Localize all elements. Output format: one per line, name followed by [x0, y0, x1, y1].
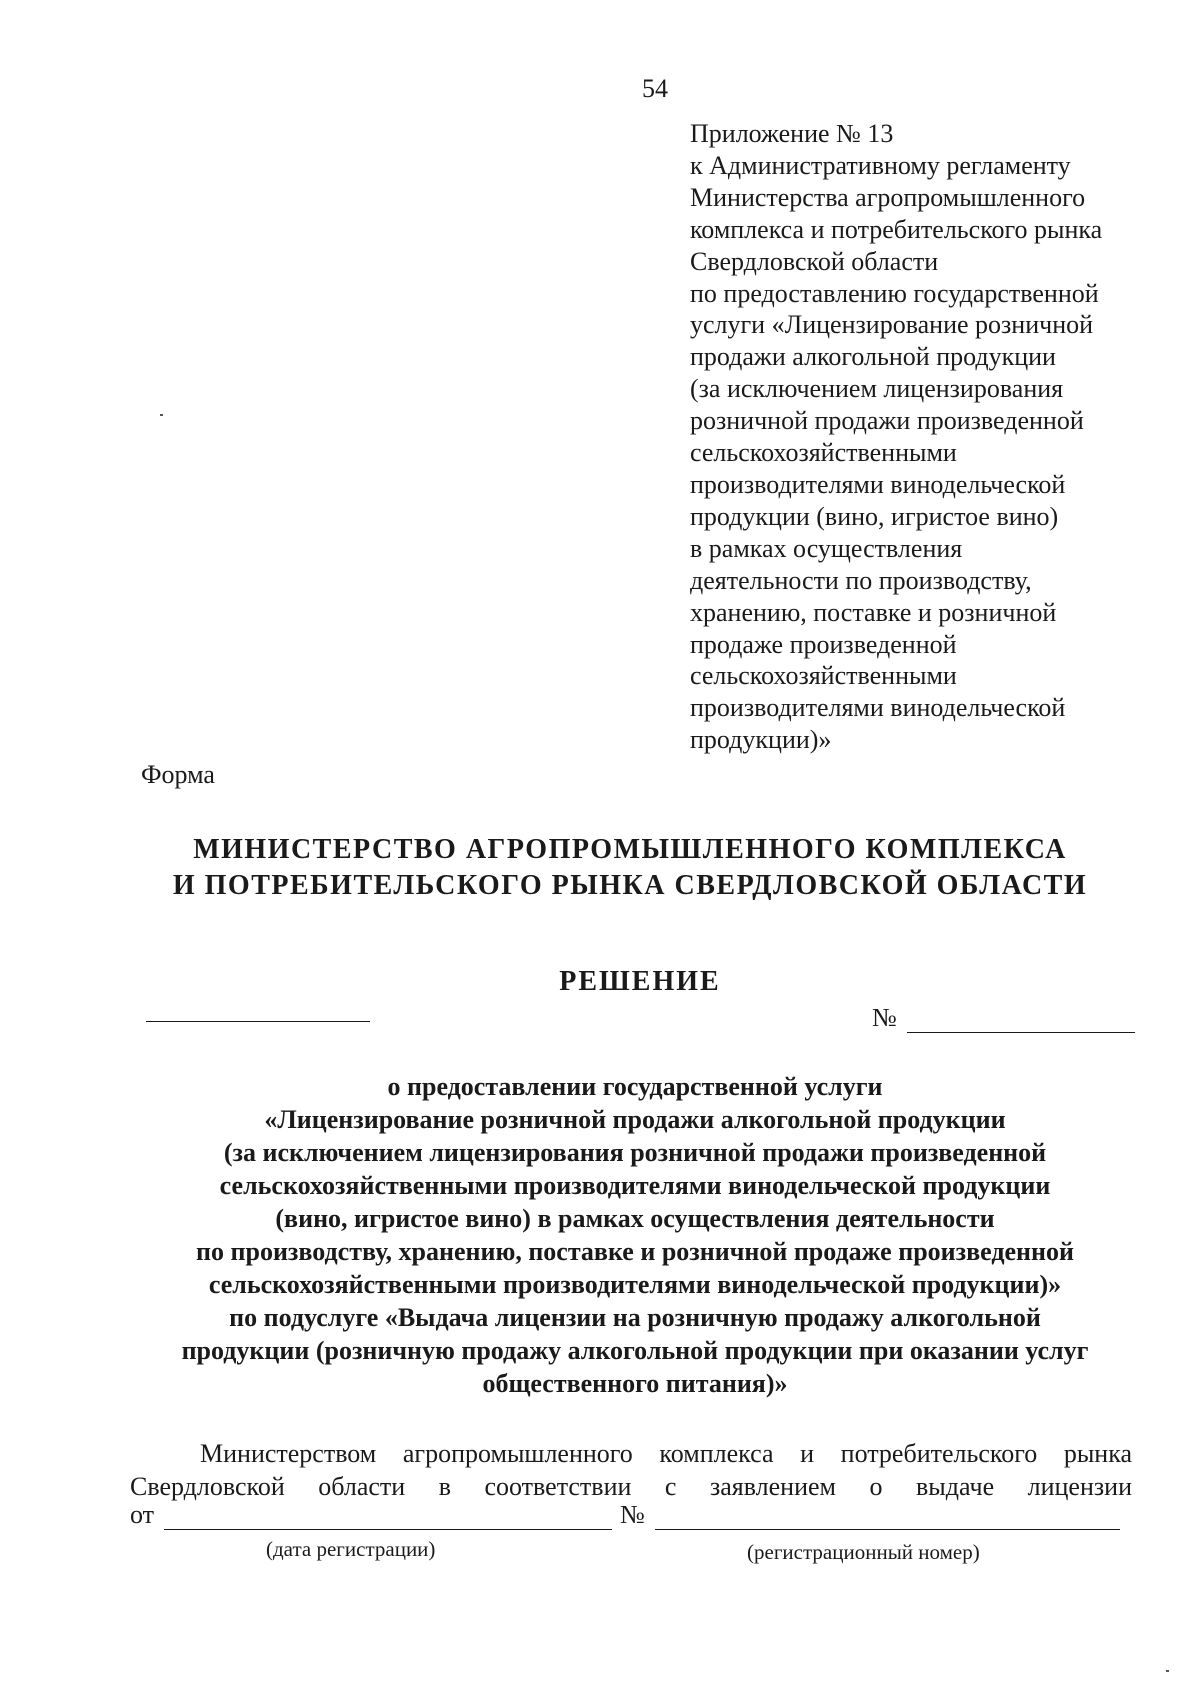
appendix-line: продукции)» [690, 725, 832, 755]
from-label: от [130, 1500, 155, 1529]
scan-speck [1166, 1670, 1169, 1672]
subject-line: общественного питания)» [482, 1369, 788, 1398]
appendix-line: сельскохозяйственными [690, 661, 957, 691]
registration-number-blank [655, 1503, 1120, 1530]
subject-line: по производству, хранению, поставке и розничной продаже произведенной [196, 1237, 1074, 1266]
decision-subject [130, 1070, 1140, 1400]
decision-title: РЕШЕНИЕ [559, 966, 721, 997]
appendix-line: продукции (вино, игристое вино) [690, 501, 1059, 531]
subject-line: (за исключением лицензирования розничной продажи произведенной [223, 1138, 1047, 1167]
appendix-line: продаже произведенной [690, 629, 957, 659]
number-sign: № [872, 1003, 897, 1032]
subject-line: «Лицензирование розничной продажи алкогольной продукции [264, 1105, 1006, 1134]
registration-number-caption: (регистрационный номер) [747, 1540, 980, 1564]
appendix-line: Приложение № 13 [690, 119, 894, 148]
ministry-heading-line-2: И ПОТРЕБИТЕЛЬСКОГО РЫНКА СВЕРДЛОВСКОЙ ОБЛАСТИ [172, 870, 1088, 901]
appendix-line: производителями винодельческой [690, 693, 1066, 723]
body-line-1: Министерством агропромышленного комплекса и потребительского рынка [200, 1439, 1132, 1468]
registration-date-caption: (дата регистрации) [266, 1537, 436, 1561]
application-reference-row [130, 1500, 1132, 1530]
subject-line: (вино, игристое вино) в рамках осуществления деятельности [275, 1204, 995, 1233]
body-line-2: Свердловской области в соответствии с заявлением о выдаче лицензии [130, 1472, 1132, 1501]
appendix-line: Свердловской области [690, 246, 939, 276]
scan-speck [160, 414, 163, 416]
subject-line: о предоставлении государственной услуги [387, 1072, 883, 1101]
subject-line: сельскохозяйственными производителями винодельческой продукции)» [208, 1270, 1062, 1299]
appendix-line: в рамках осуществления [690, 533, 963, 563]
form-label: Форма [141, 760, 215, 789]
appendix-line: продажи алкогольной продукции [690, 342, 1056, 372]
appendix-line: сельскохозяйственными [690, 438, 957, 468]
ministry-heading-line-1: МИНИСТЕРСТВО АГРОПРОМЫШЛЕННОГО КОМПЛЕКСА [193, 834, 1067, 865]
subject-line: по подуслуге «Выдача лицензии на розничную продажу алкогольной [229, 1303, 1041, 1332]
appendix-line: комплекса и потребительского рынка [690, 214, 1103, 244]
appendix-line: Министерства агропромышленного [690, 182, 1086, 212]
appendix-line: к Административному регламенту [690, 150, 1071, 180]
appendix-block [690, 118, 1160, 756]
appendix-line: (за исключением лицензирования [690, 374, 1064, 404]
decision-date-blank [146, 1020, 370, 1022]
appendix-line: розничной продажи произведенной [690, 406, 1084, 436]
appendix-line: производителями винодельческой [690, 469, 1066, 499]
appendix-line: по предоставлению государственной [690, 278, 1099, 308]
page-number: 54 [642, 74, 668, 103]
subject-line: сельскохозяйственными производителями винодельческой продукции [219, 1171, 1051, 1200]
appendix-line: хранению, поставке и розничной [690, 597, 1057, 627]
decision-number-field [872, 1003, 1135, 1033]
registration-date-blank [164, 1503, 612, 1530]
appendix-line: деятельности по производству, [690, 565, 1032, 595]
registration-number-sign: № [620, 1500, 645, 1529]
subject-line: продукции (розничную продажу алкогольной продукции при оказании услуг [181, 1336, 1089, 1365]
appendix-line: услуги «Лицензирование розничной [690, 310, 1094, 340]
ministry-heading [130, 832, 1130, 904]
decision-number-blank [907, 1006, 1135, 1033]
body-paragraph [130, 1437, 1132, 1503]
